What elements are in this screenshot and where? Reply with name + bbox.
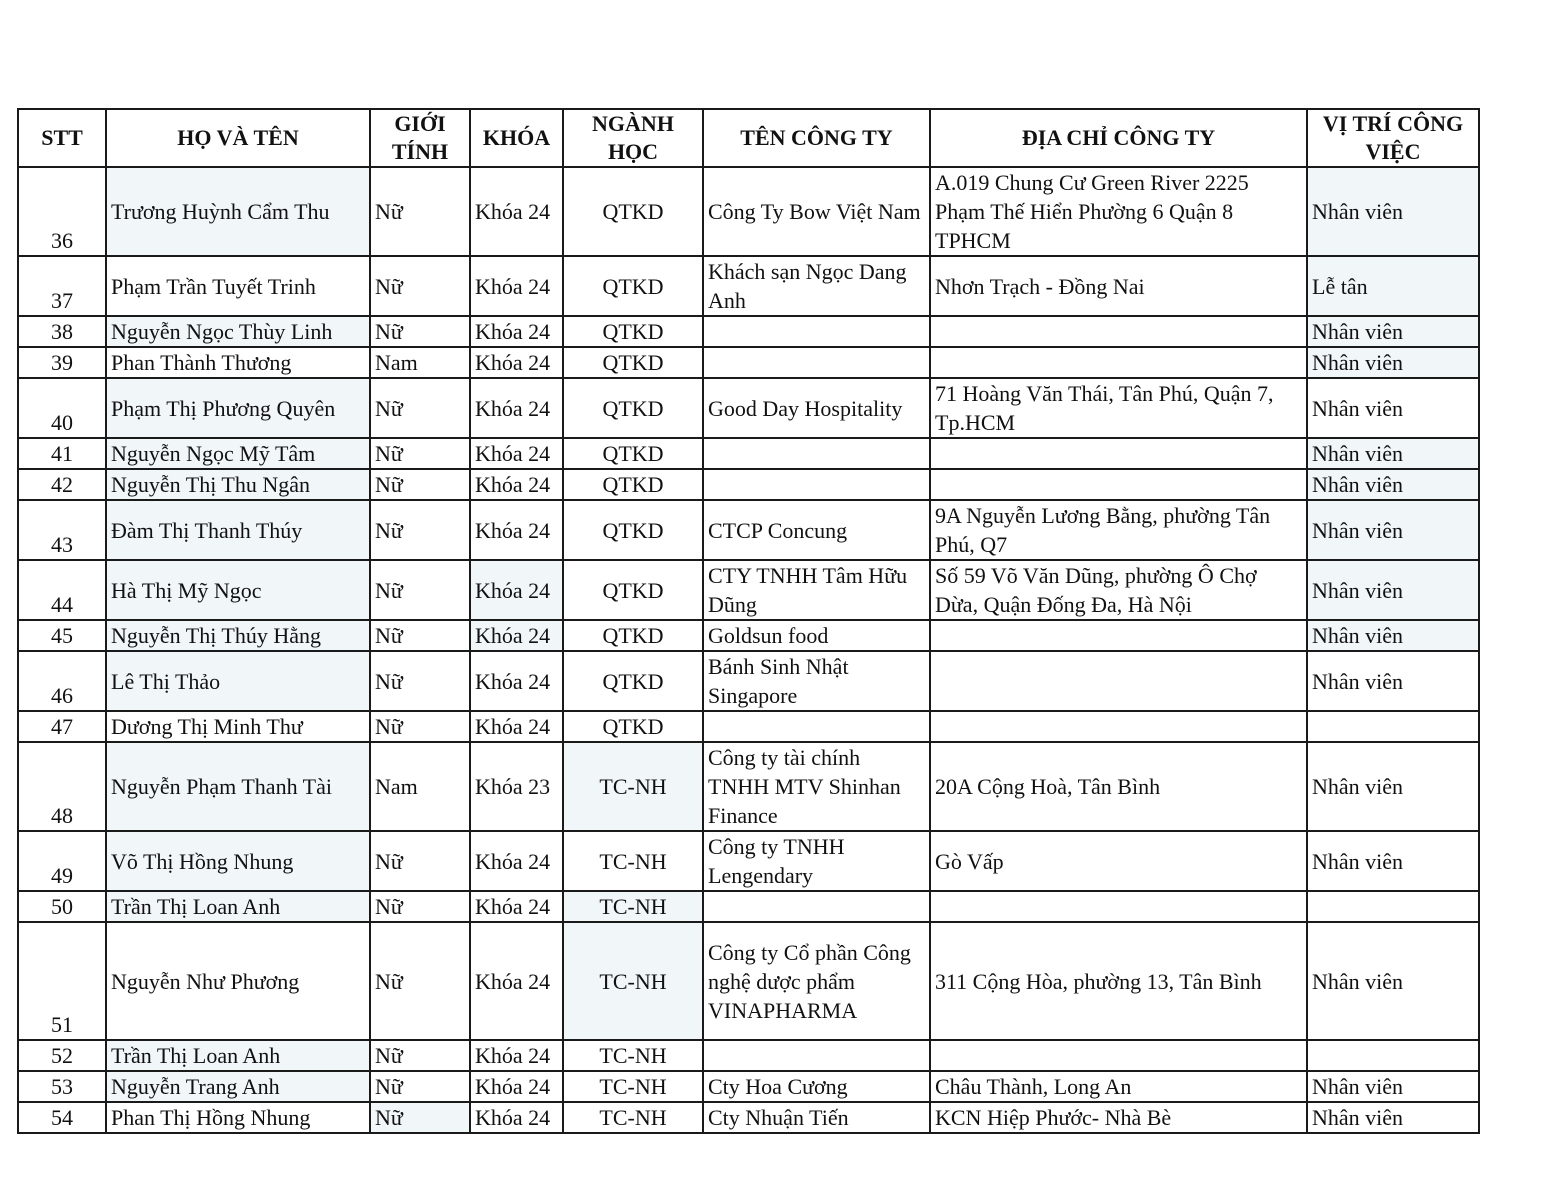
header-major: NGÀNH HỌC [563,109,703,167]
table-row [18,711,1479,742]
name-cell: Lê Thị Thảo [106,651,370,711]
cohort-cell: Khóa 24 [470,922,563,1040]
company-cell: Cty Nhuận Tiến [703,1102,930,1133]
major-cell: QTKD [563,316,703,347]
gender-cell: Nữ [370,560,470,620]
cohort-cell: Khóa 24 [470,378,563,438]
name-cell: Dương Thị Minh Thư [106,711,370,742]
position-cell: Nhân viên [1307,347,1479,378]
major-cell: QTKD [563,167,703,256]
position-cell [1307,711,1479,742]
gender-cell: Nữ [370,922,470,1040]
address-cell: 71 Hoàng Văn Thái, Tân Phú, Quận 7, Tp.HCM [930,378,1307,438]
position-cell: Nhân viên [1307,167,1479,256]
major-cell: QTKD [563,500,703,560]
header-row [18,109,1479,167]
stt-cell: 52 [18,1040,106,1071]
cohort-cell: Khóa 24 [470,1102,563,1133]
major-cell: TC-NH [563,1071,703,1102]
stt-cell: 49 [18,831,106,891]
name-cell: Nguyễn Thị Thu Ngân [106,469,370,500]
position-cell: Nhân viên [1307,742,1479,831]
gender-cell: Nữ [370,378,470,438]
table-row [18,1040,1479,1071]
table-row [18,438,1479,469]
major-cell: QTKD [563,378,703,438]
name-cell: Trương Huỳnh Cẩm Thu [106,167,370,256]
position-cell: Nhân viên [1307,831,1479,891]
company-cell: Goldsun food [703,620,930,651]
name-cell: Nguyễn Trang Anh [106,1071,370,1102]
stt-cell: 46 [18,651,106,711]
address-cell: Châu Thành, Long An [930,1071,1307,1102]
stt-cell: 51 [18,922,106,1040]
cohort-cell: Khóa 24 [470,1071,563,1102]
address-cell: 9A Nguyễn Lương Bằng, phường Tân Phú, Q7 [930,500,1307,560]
stt-cell: 39 [18,347,106,378]
name-cell: Phan Thị Hồng Nhung [106,1102,370,1133]
table-row [18,500,1479,560]
address-cell: 311 Cộng Hòa, phường 13, Tân Bình [930,922,1307,1040]
cohort-cell: Khóa 24 [470,711,563,742]
address-cell [930,316,1307,347]
address-cell [930,469,1307,500]
header-gender: GIỚI TÍNH [370,109,470,167]
stt-cell: 43 [18,500,106,560]
table-row [18,742,1479,831]
gender-cell: Nữ [370,167,470,256]
company-cell: Công ty TNHH Lengendary [703,831,930,891]
address-cell [930,711,1307,742]
table-row [18,651,1479,711]
header-name: HỌ VÀ TÊN [106,109,370,167]
company-cell [703,1040,930,1071]
table-row [18,1102,1479,1133]
gender-cell: Nữ [370,1071,470,1102]
header-stt: STT [18,109,106,167]
major-cell: TC-NH [563,1102,703,1133]
header-company: TÊN CÔNG TY [703,109,930,167]
company-cell: CTCP Concung [703,500,930,560]
major-cell: QTKD [563,469,703,500]
address-cell: KCN Hiệp Phước- Nhà Bè [930,1102,1307,1133]
position-cell: Nhân viên [1307,651,1479,711]
name-cell: Nguyễn Phạm Thanh Tài [106,742,370,831]
position-cell: Nhân viên [1307,620,1479,651]
gender-cell: Nữ [370,651,470,711]
gender-cell: Nữ [370,438,470,469]
name-cell: Phạm Thị Phương Quyên [106,378,370,438]
position-cell: Nhân viên [1307,560,1479,620]
stt-cell: 42 [18,469,106,500]
cohort-cell: Khóa 24 [470,620,563,651]
company-cell: Cty Hoa Cương [703,1071,930,1102]
gender-cell: Nữ [370,1040,470,1071]
table-row [18,167,1479,256]
cohort-cell: Khóa 24 [470,256,563,316]
address-cell: A.019 Chung Cư Green River 2225 Phạm Thế Hiển Phường 6 Quận 8 TPHCM [930,167,1307,256]
stt-cell: 44 [18,560,106,620]
company-cell: Công Ty Bow Việt Nam [703,167,930,256]
company-cell [703,469,930,500]
company-cell [703,711,930,742]
major-cell: TC-NH [563,1040,703,1071]
company-cell: CTY TNHH Tâm Hữu Dũng [703,560,930,620]
position-cell: Nhân viên [1307,922,1479,1040]
name-cell: Trần Thị Loan Anh [106,891,370,922]
table-row [18,891,1479,922]
position-cell [1307,891,1479,922]
major-cell: QTKD [563,711,703,742]
major-cell: QTKD [563,438,703,469]
cohort-cell: Khóa 24 [470,891,563,922]
position-cell: Nhân viên [1307,1102,1479,1133]
major-cell: TC-NH [563,922,703,1040]
address-cell [930,438,1307,469]
gender-cell: Nữ [370,891,470,922]
address-cell [930,891,1307,922]
cohort-cell: Khóa 24 [470,469,563,500]
cohort-cell: Khóa 24 [470,651,563,711]
stt-cell: 36 [18,167,106,256]
major-cell: QTKD [563,560,703,620]
address-cell [930,347,1307,378]
stt-cell: 50 [18,891,106,922]
stt-cell: 45 [18,620,106,651]
position-cell: Lễ tân [1307,256,1479,316]
name-cell: Nguyễn Ngọc Thùy Linh [106,316,370,347]
name-cell: Phạm Trần Tuyết Trinh [106,256,370,316]
major-cell: QTKD [563,347,703,378]
stt-cell: 53 [18,1071,106,1102]
header-address: ĐỊA CHỈ CÔNG TY [930,109,1307,167]
major-cell: TC-NH [563,891,703,922]
company-cell: Good Day Hospitality [703,378,930,438]
address-cell [930,620,1307,651]
name-cell: Hà Thị Mỹ Ngọc [106,560,370,620]
company-cell [703,891,930,922]
cohort-cell: Khóa 24 [470,167,563,256]
gender-cell: Nữ [370,711,470,742]
table-row [18,347,1479,378]
employment-table [17,108,1480,1134]
position-cell: Nhân viên [1307,378,1479,438]
gender-cell: Nữ [370,620,470,651]
major-cell: QTKD [563,256,703,316]
cohort-cell: Khóa 24 [470,560,563,620]
header-cohort: KHÓA [470,109,563,167]
major-cell: TC-NH [563,831,703,891]
major-cell: TC-NH [563,742,703,831]
gender-cell: Nữ [370,256,470,316]
company-cell: Khách sạn Ngọc Dang Anh [703,256,930,316]
gender-cell: Nữ [370,469,470,500]
company-cell: Công ty tài chính TNHH MTV Shinhan Finance [703,742,930,831]
position-cell: Nhân viên [1307,438,1479,469]
address-cell: 20A Cộng Hoà, Tân Bình [930,742,1307,831]
stt-cell: 54 [18,1102,106,1133]
name-cell: Nguyễn Như Phương [106,922,370,1040]
table-row [18,316,1479,347]
table-row [18,922,1479,1040]
table-row [18,256,1479,316]
name-cell: Đàm Thị Thanh Thúy [106,500,370,560]
position-cell: Nhân viên [1307,469,1479,500]
table-row [18,620,1479,651]
position-cell: Nhân viên [1307,500,1479,560]
table-row [18,378,1479,438]
cohort-cell: Khóa 24 [470,831,563,891]
gender-cell: Nữ [370,316,470,347]
company-cell: Công ty Cổ phần Công nghệ dược phẩm VINAPHARMA [703,922,930,1040]
stt-cell: 40 [18,378,106,438]
address-cell: Gò Vấp [930,831,1307,891]
address-cell [930,651,1307,711]
cohort-cell: Khóa 24 [470,438,563,469]
cohort-cell: Khóa 24 [470,1040,563,1071]
company-cell: Bánh Sinh Nhật Singapore [703,651,930,711]
major-cell: QTKD [563,620,703,651]
gender-cell: Nữ [370,831,470,891]
position-cell [1307,1040,1479,1071]
table-row [18,469,1479,500]
company-cell [703,438,930,469]
table-row [18,831,1479,891]
cohort-cell: Khóa 24 [470,500,563,560]
header-position: VỊ TRÍ CÔNG VIỆC [1307,109,1479,167]
stt-cell: 38 [18,316,106,347]
name-cell: Nguyễn Ngọc Mỹ Tâm [106,438,370,469]
stt-cell: 41 [18,438,106,469]
stt-cell: 37 [18,256,106,316]
cohort-cell: Khóa 23 [470,742,563,831]
gender-cell: Nữ [370,500,470,560]
gender-cell: Nam [370,742,470,831]
cohort-cell: Khóa 24 [470,347,563,378]
name-cell: Trần Thị Loan Anh [106,1040,370,1071]
company-cell [703,347,930,378]
stt-cell: 47 [18,711,106,742]
position-cell: Nhân viên [1307,316,1479,347]
gender-cell: Nam [370,347,470,378]
address-cell: Nhơn Trạch - Đồng Nai [930,256,1307,316]
table-row [18,1071,1479,1102]
position-cell: Nhân viên [1307,1071,1479,1102]
table-body [18,167,1479,1133]
address-cell: Số 59 Võ Văn Dũng, phường Ô Chợ Dừa, Quận Đống Đa, Hà Nội [930,560,1307,620]
company-cell [703,316,930,347]
name-cell: Võ Thị Hồng Nhung [106,831,370,891]
gender-cell: Nữ [370,1102,470,1133]
name-cell: Phan Thành Thương [106,347,370,378]
table-row [18,560,1479,620]
name-cell: Nguyễn Thị Thúy Hằng [106,620,370,651]
cohort-cell: Khóa 24 [470,316,563,347]
address-cell [930,1040,1307,1071]
major-cell: QTKD [563,651,703,711]
stt-cell: 48 [18,742,106,831]
